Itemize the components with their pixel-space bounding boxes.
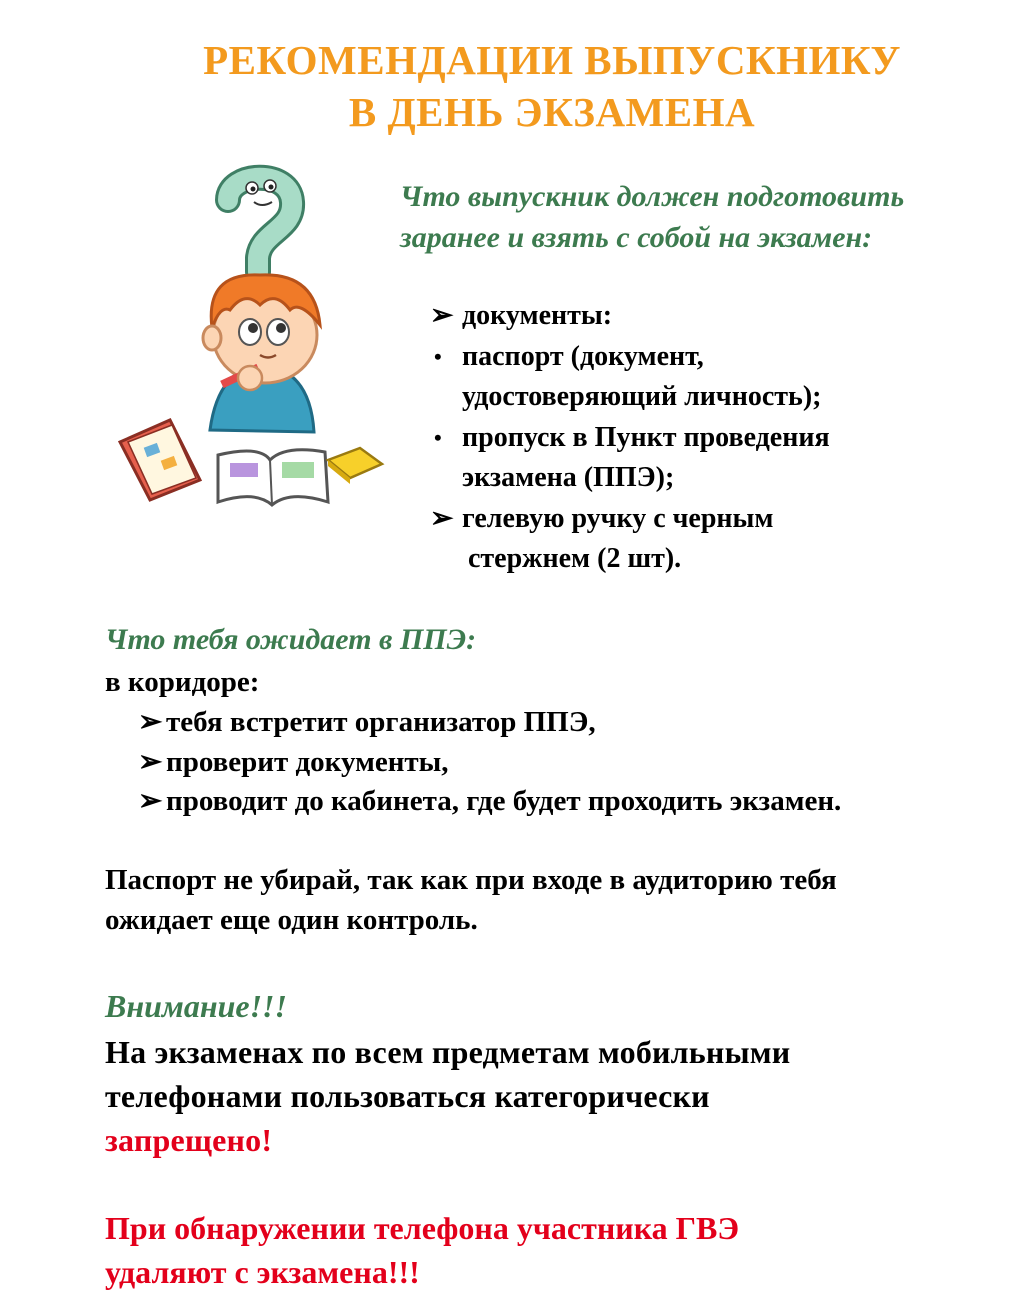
list-item <box>430 337 1010 418</box>
final-warning-line-1: При обнаружении телефона участника ГВЭ <box>105 1210 740 1246</box>
title-line-2: В ДЕНЬ ЭКЗАМЕНА <box>348 89 756 135</box>
list-item <box>430 296 1010 337</box>
list-item <box>430 418 1010 499</box>
prepare-heading-line-2: заранее и взять с собой на экзамен: <box>400 221 873 254</box>
list-item <box>138 743 1018 783</box>
list-item <box>138 703 1018 743</box>
list-item-text: документы: <box>462 300 613 331</box>
list-item-text: проводит до кабинета, где будет проходить экзамен. <box>166 785 842 817</box>
prepare-list <box>430 296 1010 580</box>
dot-bullet-icon: • <box>434 343 442 369</box>
passport-note-line-1: Паспорт не убирай, так как при входе в аудиторию тебя <box>105 864 837 896</box>
list-item-text: проверит документы, <box>166 745 449 778</box>
boy-with-books-illustration <box>100 160 400 520</box>
ppe-list <box>138 703 1018 822</box>
ppe-heading: Что тебя ожидает в ППЭ: <box>105 623 477 656</box>
prepare-heading-line-1: Что выпускник должен подготовить <box>400 180 905 213</box>
arrow-bullet-icon: ➢ <box>430 300 454 331</box>
final-warning <box>105 1206 1005 1294</box>
attention-line-3: запрещено! <box>105 1122 273 1158</box>
passport-note-line-2: ожидает еще один контроль. <box>105 904 478 936</box>
list-item-text-cont: экзамена (ППЭ); <box>462 462 675 493</box>
list-item <box>138 782 1018 822</box>
list-item-text: пропуск в Пункт проведения <box>462 421 830 453</box>
attention-heading: Внимание!!! <box>105 988 287 1024</box>
list-item-text: тебя встретит организатор ППЭ, <box>166 706 596 738</box>
arrow-bullet-icon: ➢ <box>138 745 163 778</box>
attention-line-2: телефонами пользоваться категорически <box>105 1078 710 1114</box>
attention-line-1: На экзаменах по всем предметам мобильными <box>105 1034 791 1070</box>
passport-note <box>105 860 1005 940</box>
list-item-text-cont: стержнем (2 шт). <box>468 543 682 574</box>
list-item <box>430 499 1010 580</box>
corridor-label: в коридоре: <box>105 666 260 698</box>
arrow-bullet-icon: ➢ <box>138 706 163 738</box>
attention-text <box>105 1030 1005 1162</box>
title-line-1: РЕКОМЕНДАЦИИ ВЫПУСКНИКУ <box>203 37 901 83</box>
arrow-bullet-icon: ➢ <box>138 785 163 817</box>
list-item-text: гелевую ручку с черным <box>462 502 774 534</box>
final-warning-line-2: удаляют с экзамена!!! <box>105 1254 420 1290</box>
dot-bullet-icon: • <box>434 424 442 450</box>
arrow-bullet-icon: ➢ <box>430 502 454 534</box>
prepare-heading <box>400 176 1010 258</box>
page-title <box>0 34 1024 138</box>
list-item-text-cont: удостоверяющий личность); <box>462 381 822 412</box>
list-item-text: паспорт (документ, <box>462 340 704 372</box>
